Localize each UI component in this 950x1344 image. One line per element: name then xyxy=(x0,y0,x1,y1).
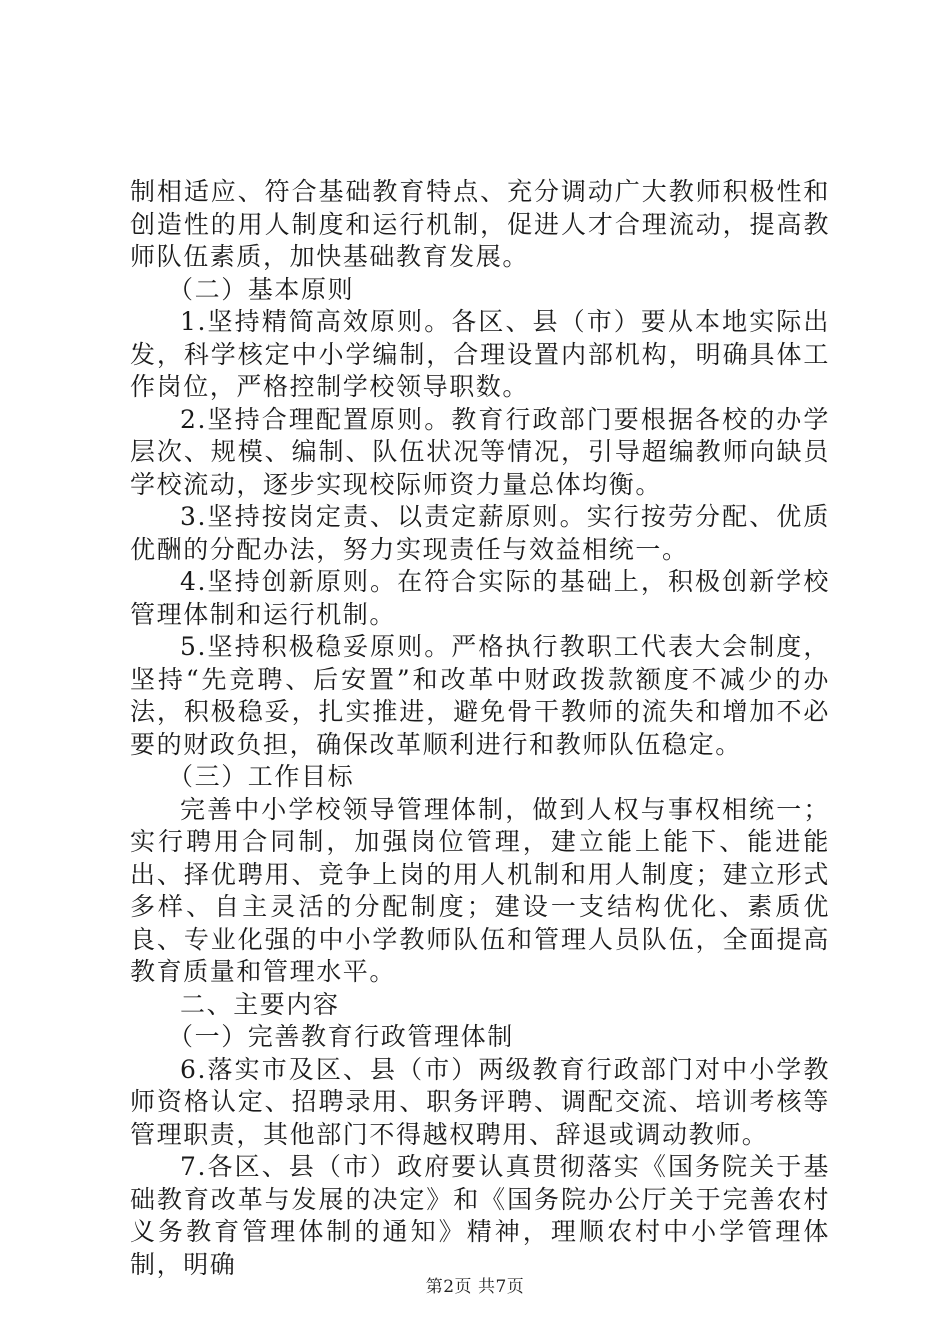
paragraph: 4.坚持创新原则。在符合实际的基础上，积极创新学校管理体制和运行机制。 xyxy=(130,567,830,629)
section-heading: （一）完善教育行政管理体制 xyxy=(168,1022,514,1051)
page-footer: 第2页 共7页 xyxy=(425,1277,525,1297)
paragraph: 2.坚持合理配置原则。教育行政部门要根据各校的办学层次、规模、编制、队伍状况等情况，引导超编教师向缺员学校流动，逐步实现校际师资力量总体均衡。 xyxy=(130,404,830,499)
section-heading: （二）基本原则 xyxy=(168,274,355,304)
paragraph: 1.坚持精简高效原则。各区、县（市）要从本地实际出发，科学核定中小学编制，合理设置内部机构，明确具体工作岗位，严格控制学校领导职数。 xyxy=(130,307,830,401)
section-heading: （三）工作目标 xyxy=(168,762,355,791)
document-body xyxy=(130,176,830,1281)
paragraph: 制相适应、符合基础教育特点、充分调动广大教师积极性和创造性的用人制度和运行机制，促进人才合理流动，提高教师队伍素质，加快基础教育发展。 xyxy=(130,177,830,271)
paragraph: 7.各区、县（市）政府要认真贯彻落实《国务院关于基础教育改革与发展的决定》和《国务院办公厅关于完善农村义务教育管理体制的通知》精神，理顺农村中小学管理体制，明确 xyxy=(130,1152,830,1279)
paragraph: 完善中小学校领导管理体制，做到人权与事权相统一；实行聘用合同制，加强岗位管理，建立能上能下、能进能出、择优聘用、竞争上岗的用人机制和用人制度；建立形式多样、自主灵活的分配制度；建设一支结构优化、素质优良、专业化强的中小学教师队伍和管理人员队伍，全面提高教育质量和管理水平。 xyxy=(130,794,830,986)
paragraph: 3.坚持按岗定责、以责定薪原则。实行按劳分配、优质优酬的分配办法，努力实现责任与效益相统一。 xyxy=(130,502,830,564)
paragraph: 5.坚持积极稳妥原则。严格执行教职工代表大会制度，坚持“先竞聘、后安置”和改革中财政拨款额度不减少的办法，积极稳妥，扎实推进，避免骨干教师的流失和增加不必要的财政负担，确保改革顺利进行和教师队伍稳定。 xyxy=(130,632,830,759)
paragraph: 6.落实市及区、县（市）两级教育行政部门对中小学教师资格认定、招聘录用、职务评聘、调配交流、培训考核等管理职责，其他部门不得越权聘用、辞退或调动教师。 xyxy=(130,1054,830,1149)
chapter-heading: 二、主要内容 xyxy=(180,989,340,1019)
